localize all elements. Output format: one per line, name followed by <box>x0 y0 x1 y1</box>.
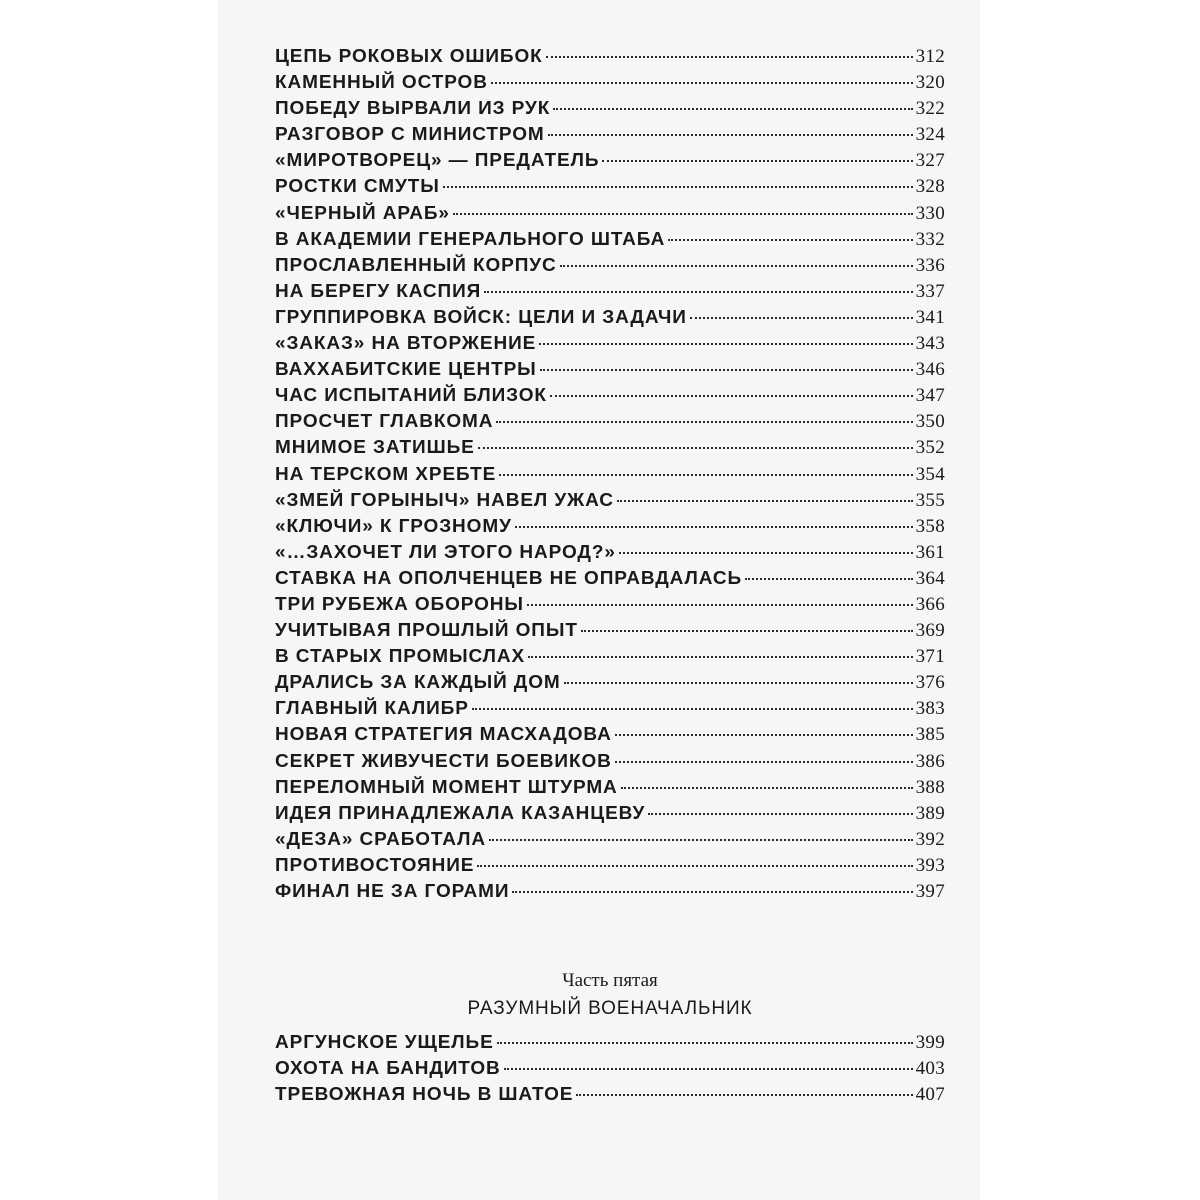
dot-leader <box>617 500 913 502</box>
dot-leader <box>619 552 913 554</box>
toc-entry <box>275 696 945 722</box>
toc-entry-title: РОСТКИ СМУТЫ <box>275 176 440 198</box>
toc-entry-page: 385 <box>915 724 945 746</box>
dot-leader <box>478 447 913 449</box>
toc-entry-title: ГЛАВНЫЙ КАЛИБР <box>275 698 469 719</box>
dot-leader <box>497 1042 913 1044</box>
dot-leader <box>496 421 912 423</box>
dot-leader <box>745 578 913 580</box>
toc-entry-page: 336 <box>915 254 945 276</box>
toc-entry <box>275 853 945 879</box>
toc-entry-page: 358 <box>915 515 945 537</box>
dot-leader <box>499 474 912 476</box>
toc-entry <box>275 618 945 644</box>
toc-entry-title: ТРИ РУБЕЖА ОБОРОНЫ <box>275 594 524 615</box>
toc-entry-title: СТАВКА НА ОПОЛЧЕНЦЕВ НЕ ОПРАВДАЛАСЬ <box>275 568 743 589</box>
toc-entry-page: 324 <box>915 124 945 146</box>
toc-entry-page: 350 <box>915 411 945 433</box>
toc-entry-title: «МИРОТВОРЕЦ» — ПРЕДАТЕЛЬ <box>275 150 600 171</box>
dot-leader <box>553 108 912 110</box>
toc-entry-page: 352 <box>915 437 945 459</box>
toc-entry-page: 355 <box>915 489 945 511</box>
dot-leader <box>615 734 913 736</box>
dot-leader <box>443 186 913 188</box>
toc-entry <box>275 201 945 227</box>
toc-entry-page: 354 <box>915 463 945 485</box>
toc-entry <box>275 514 945 540</box>
toc-entry <box>275 227 945 253</box>
toc-entry-title: КАМЕННЫЙ ОСТРОВ <box>275 72 488 93</box>
toc-entry <box>275 279 945 305</box>
toc-entry-title: В АКАДЕМИИ ГЕНЕРАЛЬНОГО ШТАБА <box>275 229 666 250</box>
toc-entry <box>275 122 945 148</box>
toc-entry-page: 332 <box>915 228 945 250</box>
dot-leader <box>621 787 913 789</box>
toc-entry-page: 327 <box>915 150 945 172</box>
toc-entry-title: ПЕРЕЛОМНЫЙ МОМЕНТ ШТУРМА <box>275 777 618 798</box>
toc-entry-title: НА БЕРЕГУ КАСПИЯ <box>275 281 482 302</box>
toc-entry <box>275 44 945 70</box>
toc-entry-page: 343 <box>915 333 945 355</box>
dot-leader <box>546 56 913 58</box>
toc-entry <box>275 174 945 200</box>
toc-entry-page: 341 <box>915 306 945 328</box>
toc-entry <box>275 305 945 331</box>
toc-entry <box>275 435 945 461</box>
dot-leader <box>690 317 913 319</box>
part-title: РАЗУМНЫЙ ВОЕНАЧАЛЬНИК <box>467 998 753 1019</box>
dot-leader <box>491 82 913 84</box>
toc-entry <box>275 357 945 383</box>
toc-entry-title: «ЗМЕЙ ГОРЫНЫЧ» НАВЕЛ УЖАС <box>275 490 614 511</box>
toc-entry <box>275 331 945 357</box>
toc-entry-title: ИДЕЯ ПРИНАДЛЕЖАЛА КАЗАНЦЕВУ <box>275 803 646 824</box>
toc-entry <box>275 409 945 435</box>
toc-entry <box>275 253 945 279</box>
toc-entry-page: 389 <box>915 802 945 824</box>
dot-leader <box>548 134 913 136</box>
toc-entry <box>275 1082 945 1108</box>
toc-entry-title: ВАХХАБИТСКИЕ ЦЕНТРЫ <box>275 359 537 380</box>
toc-entry-page: 312 <box>915 46 945 67</box>
toc-entry <box>275 70 945 96</box>
dot-leader <box>453 213 913 215</box>
toc-entry <box>275 879 945 905</box>
toc-entry <box>275 1056 945 1082</box>
dot-leader <box>477 865 912 867</box>
toc-entry-title: ДРАЛИСЬ ЗА КАЖДЫЙ ДОМ <box>275 672 561 693</box>
toc-entry-title: ТРЕВОЖНАЯ НОЧЬ В ШАТОЕ <box>275 1084 574 1105</box>
toc-entry-page: 364 <box>915 567 945 589</box>
dot-leader <box>528 656 913 658</box>
toc-entry-title: ЦЕПЬ РОКОВЫХ ОШИБОК <box>275 46 543 67</box>
toc-entry-title: УЧИТЫВАЯ ПРОШЛЫЙ ОПЫТ <box>275 620 578 641</box>
table-of-contents <box>275 44 945 905</box>
toc-entry-title: «ЗАКАЗ» НА ВТОРЖЕНИЕ <box>275 333 537 354</box>
toc-entry-title: В СТАРЫХ ПРОМЫСЛАХ <box>275 646 526 667</box>
toc-entry-title: НОВАЯ СТРАТЕГИЯ МАСХАДОВА <box>275 724 612 746</box>
toc-entry-page: 371 <box>915 646 945 668</box>
dot-leader <box>581 630 913 632</box>
toc-entry-page: 361 <box>915 541 945 563</box>
toc-entry-title: «КЛЮЧИ» К ГРОЗНОМУ <box>275 516 512 537</box>
dot-leader <box>668 239 912 241</box>
dot-leader <box>648 813 912 815</box>
toc-entry <box>275 462 945 488</box>
toc-entry <box>275 722 945 748</box>
toc-entry-page: 347 <box>915 385 945 407</box>
toc-entry-page: 337 <box>915 280 945 302</box>
toc-entry <box>275 383 945 409</box>
toc-entry-page: 322 <box>915 98 945 120</box>
toc-entry-title: НА ТЕРСКОМ ХРЕБТЕ <box>275 463 497 485</box>
toc-entry-title: «ДЕЗА» СРАБОТАЛА <box>275 829 486 850</box>
toc-entry <box>275 644 945 670</box>
dot-leader <box>484 291 912 293</box>
toc-entry-title: ПРОТИВОСТОЯНИЕ <box>275 855 475 876</box>
toc-entry <box>275 148 945 174</box>
toc-entry-page: 407 <box>915 1084 945 1106</box>
toc-entry-page: 388 <box>915 776 945 798</box>
toc-entry <box>275 96 945 122</box>
dot-leader <box>489 839 913 841</box>
dot-leader <box>512 891 912 893</box>
toc-entry-page: 366 <box>915 593 945 615</box>
toc-entry-page: 392 <box>915 828 945 850</box>
toc-entry-title: РАЗГОВОР С МИНИСТРОМ <box>275 124 545 145</box>
toc-entry-page: 330 <box>915 202 945 224</box>
dot-leader <box>615 761 913 763</box>
toc-entry <box>275 488 945 514</box>
toc-entry-title: ЧАС ИСПЫТАНИЙ БЛИЗОК <box>275 385 547 406</box>
toc-entry <box>275 540 945 566</box>
toc-entry-title: МНИМОЕ ЗАТИШЬЕ <box>275 437 475 459</box>
toc-entry-page: 383 <box>915 698 945 720</box>
toc-entry <box>275 749 945 775</box>
toc-entry-title: ПРОСЛАВЛЕННЫЙ КОРПУС <box>275 255 557 276</box>
toc-entry-title: ПОБЕДУ ВЫРВАЛИ ИЗ РУК <box>275 98 551 119</box>
toc-entry <box>275 592 945 618</box>
toc-entry <box>275 801 945 827</box>
dot-leader <box>540 369 913 371</box>
toc-entry-title: ОХОТА НА БАНДИТОВ <box>275 1058 501 1079</box>
toc-entry-title: ГРУППИРОВКА ВОЙСК: ЦЕЛИ И ЗАДАЧИ <box>275 307 687 328</box>
toc-entry-page: 397 <box>915 881 945 902</box>
dot-leader <box>564 682 913 684</box>
toc-entry-page: 320 <box>915 72 945 94</box>
table-of-contents-part-five <box>275 1030 945 1108</box>
toc-entry-title: «ЧЕРНЫЙ АРАБ» <box>275 203 450 224</box>
toc-entry <box>275 827 945 853</box>
toc-entry-title: «…ЗАХОЧЕТ ЛИ ЭТОГО НАРОД?» <box>275 542 616 563</box>
toc-entry-page: 369 <box>915 620 945 642</box>
dot-leader <box>539 343 912 345</box>
toc-entry-page: 328 <box>915 176 945 198</box>
toc-entry-page: 386 <box>915 750 945 772</box>
toc-entry-title: ФИНАЛ НЕ ЗА ГОРАМИ <box>275 881 510 902</box>
toc-entry-title: СЕКРЕТ ЖИВУЧЕСТИ БОЕВИКОВ <box>275 750 612 772</box>
toc-entry <box>275 566 945 592</box>
toc-entry-title: АРГУНСКОЕ УЩЕЛЬЕ <box>275 1032 494 1053</box>
dot-leader <box>550 395 913 397</box>
dot-leader <box>472 708 913 710</box>
dot-leader <box>560 265 913 267</box>
toc-entry-page: 399 <box>915 1032 945 1053</box>
toc-entry <box>275 775 945 801</box>
dot-leader <box>576 1094 912 1096</box>
dot-leader <box>602 160 912 162</box>
toc-entry-page: 376 <box>915 672 945 694</box>
dot-leader <box>504 1068 913 1070</box>
toc-entry-page: 393 <box>915 854 945 876</box>
toc-entry-page: 403 <box>915 1058 945 1080</box>
toc-entry <box>275 670 945 696</box>
toc-entry-page: 346 <box>915 359 945 381</box>
dot-leader <box>515 526 913 528</box>
part-label: Часть пятая <box>562 970 658 991</box>
dot-leader <box>527 604 913 606</box>
toc-entry <box>275 1030 945 1056</box>
toc-entry-title: ПРОСЧЕТ ГЛАВКОМА <box>275 411 494 432</box>
